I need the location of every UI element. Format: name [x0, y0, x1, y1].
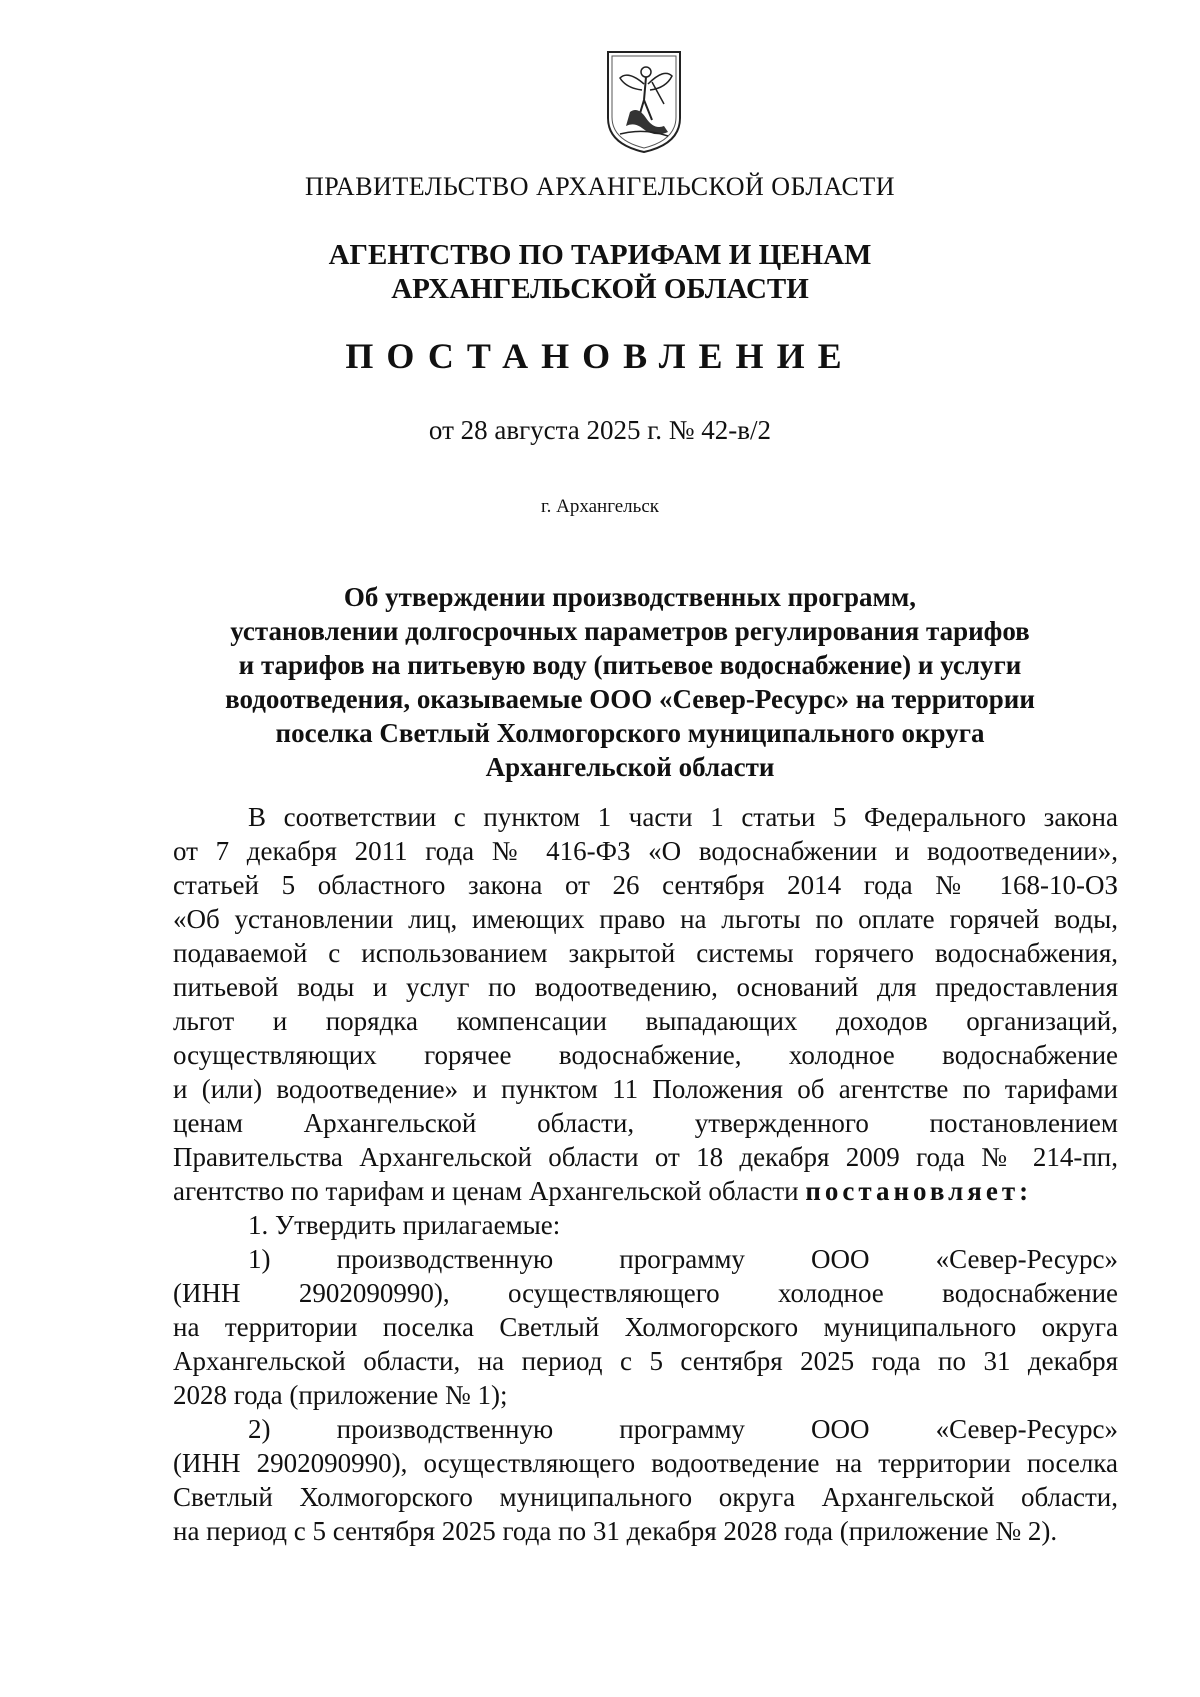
title-line: и тарифов на питьевую воду (питьевое водоснабжение) и услуги — [238, 650, 1022, 680]
document-title — [170, 580, 1090, 784]
subitem-1-line: на территории поселка Светлый Холмогорского муниципального округа — [173, 1312, 1118, 1342]
document-type: ПОСТАНОВЛЕНИЕ — [345, 336, 855, 376]
subitem-1-line: Архангельской области, на период с 5 сентября 2025 года по 31 декабря — [173, 1346, 1118, 1376]
subitem-2-line: Светлый Холмогорского муниципального округа Архангельской области, — [173, 1482, 1118, 1512]
preamble-last-line — [173, 1174, 1118, 1208]
document-body — [173, 800, 1118, 1548]
subitem-1-last-line: 2028 года (приложение № 1); — [173, 1380, 508, 1410]
preamble-line: «Об установлении лиц, имеющих право на льготы по оплате горячей воды, — [173, 904, 1118, 934]
preamble-last-text: агентство по тарифам и ценам Архангельской области — [173, 1176, 806, 1206]
preamble-line: ценам Архангельской области, утвержденного постановлением — [173, 1108, 1118, 1138]
subitem-1-line: 1) производственную программу ООО «Север-Ресурс» — [248, 1244, 1118, 1274]
preamble-line: и (или) водоотведение» и пунктом 11 Положения об агентстве по тарифами — [173, 1074, 1118, 1104]
city-name: г. Архангельск — [540, 496, 659, 517]
agency-name-line1: АГЕНТСТВО ПО ТАРИФАМ И ЦЕНАМ — [328, 239, 872, 271]
title-line: Об утверждении производственных программ, — [343, 582, 917, 612]
item-1-heading: 1. Утвердить прилагаемые: — [248, 1210, 561, 1240]
preamble-line: от 7 декабря 2011 года № 416-ФЗ «О водоснабжении и водоотведении», — [173, 836, 1118, 866]
agency-name — [0, 238, 1200, 306]
preamble-line: осуществляющих горячее водоснабжение, холодное водоснабжение — [173, 1040, 1118, 1070]
subitem-1-line: (ИНН 2902090990), осуществляющего холодное водоснабжение — [173, 1278, 1118, 1308]
preamble-line: питьевой воды и услуг по водоотведению, оснований для предоставления — [173, 972, 1118, 1002]
subitem-2-last-line: на период с 5 сентября 2025 года по 31 декабря 2028 года (приложение № 2). — [173, 1516, 1058, 1546]
subitem-2-line: (ИНН 2902090990), осуществляющего водоотведение на территории поселка — [173, 1448, 1118, 1478]
title-line: водоотведения, оказываемые ООО «Север-Ресурс» на территории — [225, 684, 1035, 714]
government-name: ПРАВИТЕЛЬСТВО АРХАНГЕЛЬСКОЙ ОБЛАСТИ — [305, 172, 895, 201]
title-line: поселка Светлый Холмогорского муниципального округа — [275, 718, 985, 748]
decree-word: постановляет: — [805, 1176, 1033, 1206]
preamble-line: подаваемой с использованием закрытой системы горячего водоснабжения, — [173, 938, 1118, 968]
date-and-number: от 28 августа 2025 г. № 42-в/2 — [428, 415, 772, 445]
agency-name-line2: АРХАНГЕЛЬСКОЙ ОБЛАСТИ — [391, 273, 809, 305]
title-line: установлении долгосрочных параметров регулирования тарифов — [230, 616, 1030, 646]
preamble-line: льгот и порядка компенсации выпадающих доходов организаций, — [173, 1006, 1118, 1036]
preamble-line: Правительства Архангельской области от 18 декабря 2009 года № 214-пп, — [173, 1142, 1118, 1172]
arkhangelsk-coat-of-arms-icon — [602, 48, 686, 156]
preamble-line: В соответствии с пунктом 1 части 1 статьи 5 Федерального закона — [248, 802, 1118, 832]
preamble-line: статьей 5 областного закона от 26 сентября 2014 года № 168-10-ОЗ — [173, 870, 1118, 900]
subitem-2-line: 2) производственную программу ООО «Север-Ресурс» — [248, 1414, 1118, 1444]
title-line: Архангельской области — [485, 752, 775, 782]
